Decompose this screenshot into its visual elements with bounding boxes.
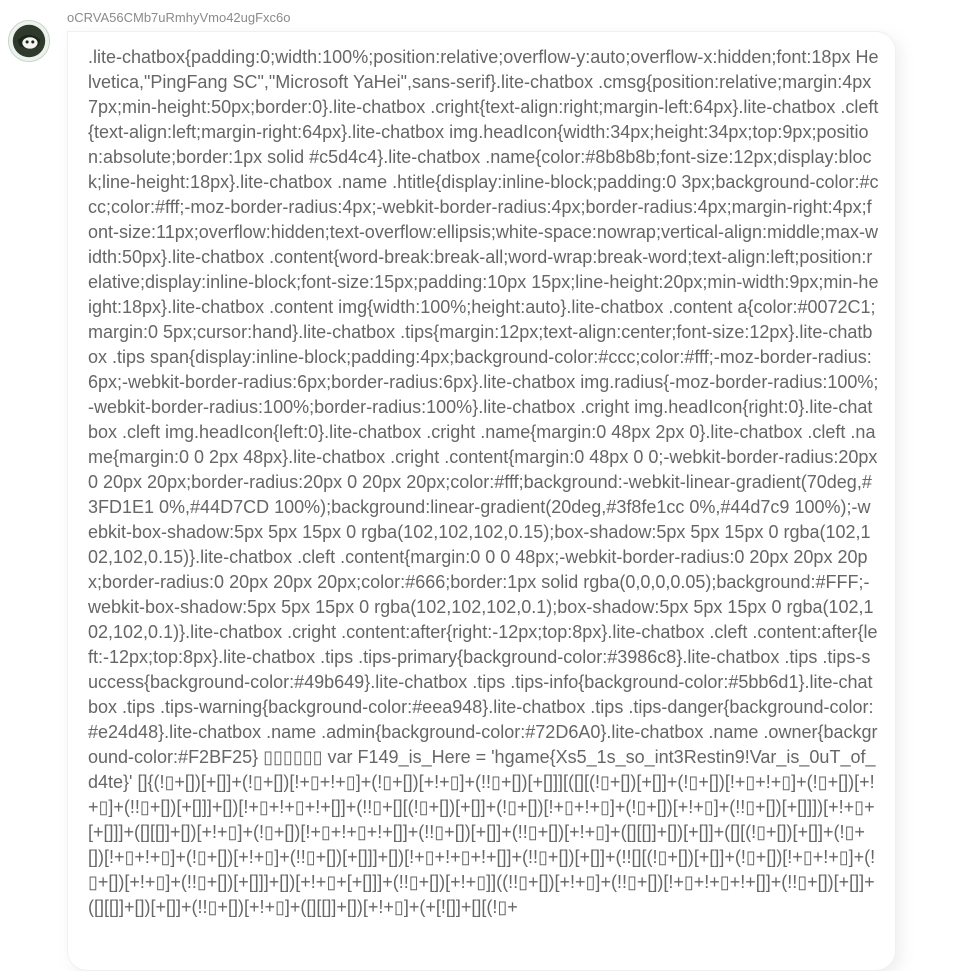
mascot-avatar-icon — [9, 21, 49, 61]
message-bubble — [67, 31, 896, 971]
avatar[interactable] — [8, 20, 50, 62]
message-content: .lite-chatbox{padding:0;width:100%;position:relative;overflow-y:auto;overflow-x:hidden;font:18px Helvetica,"PingFang SC","Microsoft YaHei",sans-serif}.lite-chatbox .cmsg{position:relative;margin:4px 7px;min-height:50px;border:0}.lite-chatbox .cright{text-align:right;margin-left:64px}.lite-chatbox .cleft{text-align:left;margin-right:64px}.lite-chatbox img.headIcon{width:34px;height:34px;top:9px;position:absolute;border:1px solid #c5d4c4}.lite-chatbox .name{color:#8b8b8b;font-size:12px;display:block;line-height:18px}.lite-chatbox .name .htitle{display:inline-block;padding:0 3px;background-color:#ccc;color:#fff;-moz-border-radius:4px;-webkit-border-radius:4px;border-radius:4px;margin-right:4px;font-size:11px;overflow:hidden;text-overflow:ellipsis;white-space:nowrap;vertical-align:middle;max-width:50px}.lite-chatbox .content{word-break:break-all;word-wrap:break-word;text-align:left;position:relative;display:inline-block;font-size:15px;padding:10px 15px;line-height:20px;min-width:9px;min-height:18px}.lite-chatbox .content img{width:100%;height:auto}.lite-chatbox .content a{color:#0072C1;margin:0 5px;cursor:hand}.lite-chatbox .tips{margin:12px;text-align:center;font-size:12px}.lite-chatbox .tips span{display:inline-block;padding:4px;background-color:#ccc;color:#fff;-moz-border-radius:6px;-webkit-border-radius:6px;border-radius:6px}.lite-chatbox img.radius{-moz-border-radius:100%;-webkit-border-radius:100%;border-radius:100%}.lite-chatbox .cright img.headIcon{right:0}.lite-chatbox .cleft img.headIcon{left:0}.lite-chatbox .cright .name{margin:0 48px 2px 0}.lite-chatbox .cleft .name{margin:0 0 2px 48px}.lite-chatbox .cright .content{margin:0 48px 0 0;-webkit-border-radius:20px 0 20px 20px;border-radius:20px 0 20px 20px;color:#fff;background:-webkit-linear-gradient(70deg,#3FD1E1 0%,#44D7CD 100%);background:linear-gradient(20deg,#3f8fe1cc 0%,#44d7c9 100%);-webkit-box-shadow:5px 5px 15px 0 rgba(102,102,102,0.15);box-shadow:5px 5px 15px 0 rgba(102,102,102,0.15)}.lite-chatbox .cleft .content{margin:0 0 0 48px;-webkit-border-radius:0 20px 20px 20px;border-radius:0 20px 20px 20px;color:#666;border:1px solid rgba(0,0,0,0.05);background:#FFF;-webkit-box-shadow:5px 5px 15px 0 rgba(102,102,102,0.1);box-shadow:5px 5px 15px 0 rgba(102,102,102,0.1)}.lite-chatbox .cright .content:after{right:-12px;top:8px}.lite-chatbox .cleft .content:after{left:-12px;top:8px}.lite-chatbox .tips .tips-primary{background-color:#3986c8}.lite-chatbox .tips .tips-success{background-color:#49b649}.lite-chatbox .tips .tips-info{background-color:#5bb6d1}.lite-chatbox .tips .tips-warning{background-color:#eea948}.lite-chatbox .tips .tips-danger{background-color:#e24d48}.lite-chatbox .name .admin{background-color:#72D6A0}.lite-chatbox .name .owner{background-color:#F2BF25} ▯▯▯▯▯▯ var F149_is_Here = 'hgame{Xs5_1s_so_int3Restin9!Var_is_0uT_of_d4te}' []{(!▯+[])[+[]]+(!▯+[])[!+▯+!+▯]+(!▯+[])[+!+▯]+(!!▯+[])[+[]]][([][(!▯+[])[+[]]+(!▯+[])[!+▯+!+▯]+(!▯+[])[+!+▯]+(!!▯+[])[+[]]]+[])[!+▯+!+▯+!+[]]+(!!▯+[][(!▯+[])[+[]]+(!▯+[])[!+▯+!+▯]+(!▯+[])[+!+▯]+(!!▯+[])[+[]]])[+!+▯+[+[]]]+([][[]]+[])[+!+▯]+(!▯+[])[!+▯+!+▯+!+[]]+(!!▯+[])[+[]]+(!!▯+[])[+!+▯]+([][[]]+[])[+[]]+([][(!▯+[])[+[]]+(!▯+[])[!+▯+!+▯]+(!▯+[])[+!+▯]+(!!▯+[])[+[]]]+[])[!+▯+!+▯+!+[]]+(!!▯+[])[+[]]+(!![][(!▯+[])[+[]]+(!▯+[])[!+▯+!+▯]+(!▯+[])[+!+▯]+(!!▯+[])[+[]]]+[])[+!+▯+[+[]]]+(!!▯+[])[+!+▯]]((!!▯+[])[+!+▯]+(!!▯+[])[!+▯+!+▯+!+[]]+(!!▯+[])[+[]]+([][[]]+[])[+[]]+(!!▯+[])[+!+▯]+([][[]]+[])[+!+▯]+(+[![]]+[][(!▯+ — [88, 47, 879, 917]
sender-name: oCRVA56CMb7uRmhyVmo42ugFxc6o — [67, 10, 291, 25]
